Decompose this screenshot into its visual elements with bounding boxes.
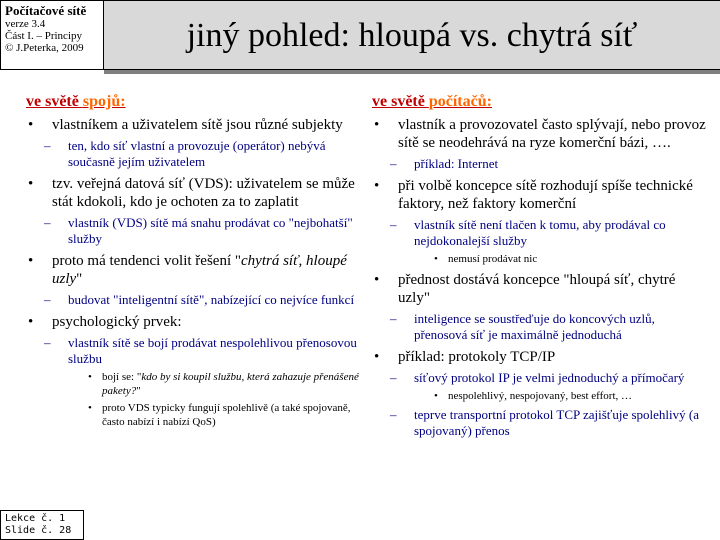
sub-list-item: – síťový protokol IP je velmi jednoduchý a přímočarý <box>390 370 685 385</box>
right-column <box>370 92 710 439</box>
sub-list-item: – příklad: Internet <box>390 156 499 171</box>
list-item: • psychologický prvek: <box>28 314 182 330</box>
course-info-box <box>0 0 104 70</box>
course-part: Část I. – Principy <box>5 30 82 42</box>
left-column <box>24 92 364 429</box>
list-item: • tzv. veřejná datová síť (VDS): uživatelem se může stát kdokoli, kdo je ochoten za to zaplatit <box>28 176 355 210</box>
list-item: • při volbě koncepce sítě rozhodují spíše technické faktory, než faktory komerční <box>374 178 693 212</box>
slide-number-box <box>0 510 84 540</box>
slide-header <box>0 0 720 74</box>
right-heading: ve světě počítačů: <box>372 93 492 110</box>
list-item: • přednost dostává koncepce "hloupá síť, chytré uzly" <box>374 272 676 306</box>
sub-list-item: – ten, kdo síť vlastní a provozuje (operátor) nebývá současně jejím uživatelem <box>44 138 326 169</box>
lecture-number: Lekce č. 1 <box>5 513 66 524</box>
course-version: verze 3.4 <box>5 18 46 30</box>
sub-list-item: – inteligence se soustřeďuje do koncových uzlů, přenosová síť je maximálně jednoduchá <box>390 311 655 342</box>
sub-list-item: – budovat "inteligentní sítě", nabízející co nejvíce funkcí <box>44 292 355 307</box>
course-author: © J.Peterka, 2009 <box>5 42 84 54</box>
right-list <box>370 116 710 439</box>
course-title: Počítačové sítě <box>5 3 87 18</box>
sub-sub-list-item: • bojí se: "kdo by si koupil službu, která zahazuje přenášené pakety?" <box>88 371 359 397</box>
sub-sub-list-item: • nespolehlivý, nespojovaný, best effort, … <box>434 390 633 402</box>
list-item: • vlastník a provozovatel často splývají, nebo provoz sítě se neodehrává na ryze komerční bázi, …. <box>374 117 706 151</box>
list-item: • proto má tendenci volit řešení "chytrá síť, hloupé uzly" <box>28 253 347 287</box>
slide-title: jiný pohled: hloupá vs. chytrá síť <box>186 17 638 54</box>
sub-list-item: – teprve transportní protokol TCP zajišťuje spolehlivý (a spojovaný) přenos <box>390 407 700 438</box>
sub-sub-list-item: • nemusí prodávat nic <box>434 253 538 265</box>
list-item: • příklad: protokoly TCP/IP <box>374 349 556 365</box>
title-shadow <box>104 70 720 74</box>
left-list <box>24 116 364 429</box>
list-item: • vlastníkem a uživatelem sítě jsou různé subjekty <box>28 117 343 133</box>
sub-list-item: – vlastník sítě není tlačen k tomu, aby prodával co nejdokonalejší služby <box>390 217 666 248</box>
sub-sub-list-item: • proto VDS typicky fungují spolehlivě (a také spojovaně, často nabízí i nabízí QoS) <box>88 402 351 428</box>
left-heading: ve světě spojů: <box>26 93 126 110</box>
sub-list-item: – vlastník sítě se bojí prodávat nespolehlivou přenosovou službu <box>44 335 357 366</box>
sub-list-item: – vlastník (VDS) sítě má snahu prodávat co "nejbohatší" služby <box>44 215 353 246</box>
title-box <box>104 0 720 70</box>
slide-number: Slide č. 28 <box>5 525 72 536</box>
